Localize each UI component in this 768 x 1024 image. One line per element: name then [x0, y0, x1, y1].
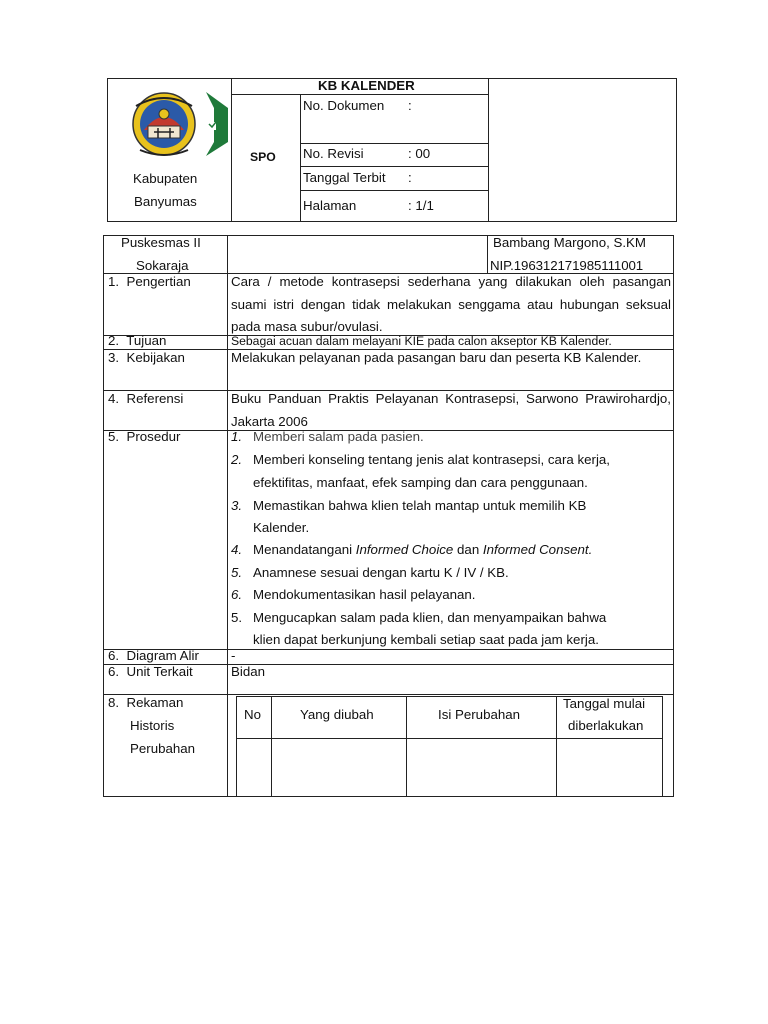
rekaman-label-1: 8. Rekaman [108, 695, 184, 710]
kebijakan-text: Melakukan pelayanan pada pasangan baru dan peserta KB Kalender. [231, 350, 642, 365]
kebijakan-label: 3. Kebijakan [108, 350, 185, 365]
tanggal-terbit-value: : [408, 170, 412, 185]
head-name: Bambang Margono, S.KM [493, 235, 646, 250]
banyumas-logo-icon [124, 86, 236, 168]
banyumas-label: Banyumas [134, 194, 197, 209]
unit-value: Bidan [231, 664, 266, 679]
step-3-cont: Kalender. [253, 520, 310, 535]
history-col-tanggal-2: diberlakukan [568, 718, 644, 733]
referensi-text: Buku Panduan Praktis Pelayanan Kontrasepsi, Sarwono Prawirohardjo, Jakarta 2006 [231, 391, 671, 429]
tanggal-terbit-label: Tanggal Terbit [303, 170, 386, 185]
no-dokumen-value: : [408, 98, 412, 113]
history-col-isi-perubahan: Isi Perubahan [438, 707, 521, 722]
halaman-value: : 1/1 [408, 198, 434, 213]
history-col-no: No [244, 707, 261, 722]
puskesmas-name-line2: Sokaraja [136, 258, 189, 273]
document-title: KB KALENDER [318, 78, 415, 93]
pengertian-text: Cara / metode kontrasepsi sederhana yang dilakukan oleh pasangan suami istri dengan tidak melakukan senggama atau hubungan seksual pada masa subur/ovulasi. [231, 274, 671, 334]
history-col-yang-diubah: Yang diubah [300, 707, 374, 722]
referensi-label: 4. Referensi [108, 391, 184, 406]
step-2-cont: efektifitas, manfaat, efek samping dan cara penggunaan. [253, 475, 588, 490]
step-7-cont: klien dapat berkunjung kembali setiap saat pada jam kerja. [253, 632, 599, 647]
no-dokumen-label: No. Dokumen [303, 98, 385, 113]
head-nip: NIP.196312171985111001 [490, 258, 644, 273]
diagram-label: 6. Diagram Alir [108, 648, 199, 663]
diagram-value: - [231, 648, 236, 663]
tujuan-text: Sebagai acuan dalam melayani KIE pada calon akseptor KB Kalender. [231, 334, 612, 348]
pengertian-label: 1. Pengertian [108, 274, 191, 289]
no-revisi-value: : 00 [408, 146, 431, 161]
history-col-tanggal-1: Tanggal mulai [563, 696, 646, 711]
unit-label: 6. Unit Terkait [108, 664, 193, 679]
rekaman-label-3: Perubahan [130, 741, 196, 756]
puskesmas-name-line1: Puskesmas II [121, 235, 201, 250]
spo-label: SPO [250, 150, 276, 164]
prosedur-label: 5. Prosedur [108, 429, 181, 444]
halaman-label: Halaman [303, 198, 357, 213]
kabupaten-label: Kabupaten [133, 171, 198, 186]
no-revisi-label: No. Revisi [303, 146, 364, 161]
rekaman-label-2: Historis [130, 718, 175, 733]
tujuan-label: 2. Tujuan [108, 333, 167, 348]
